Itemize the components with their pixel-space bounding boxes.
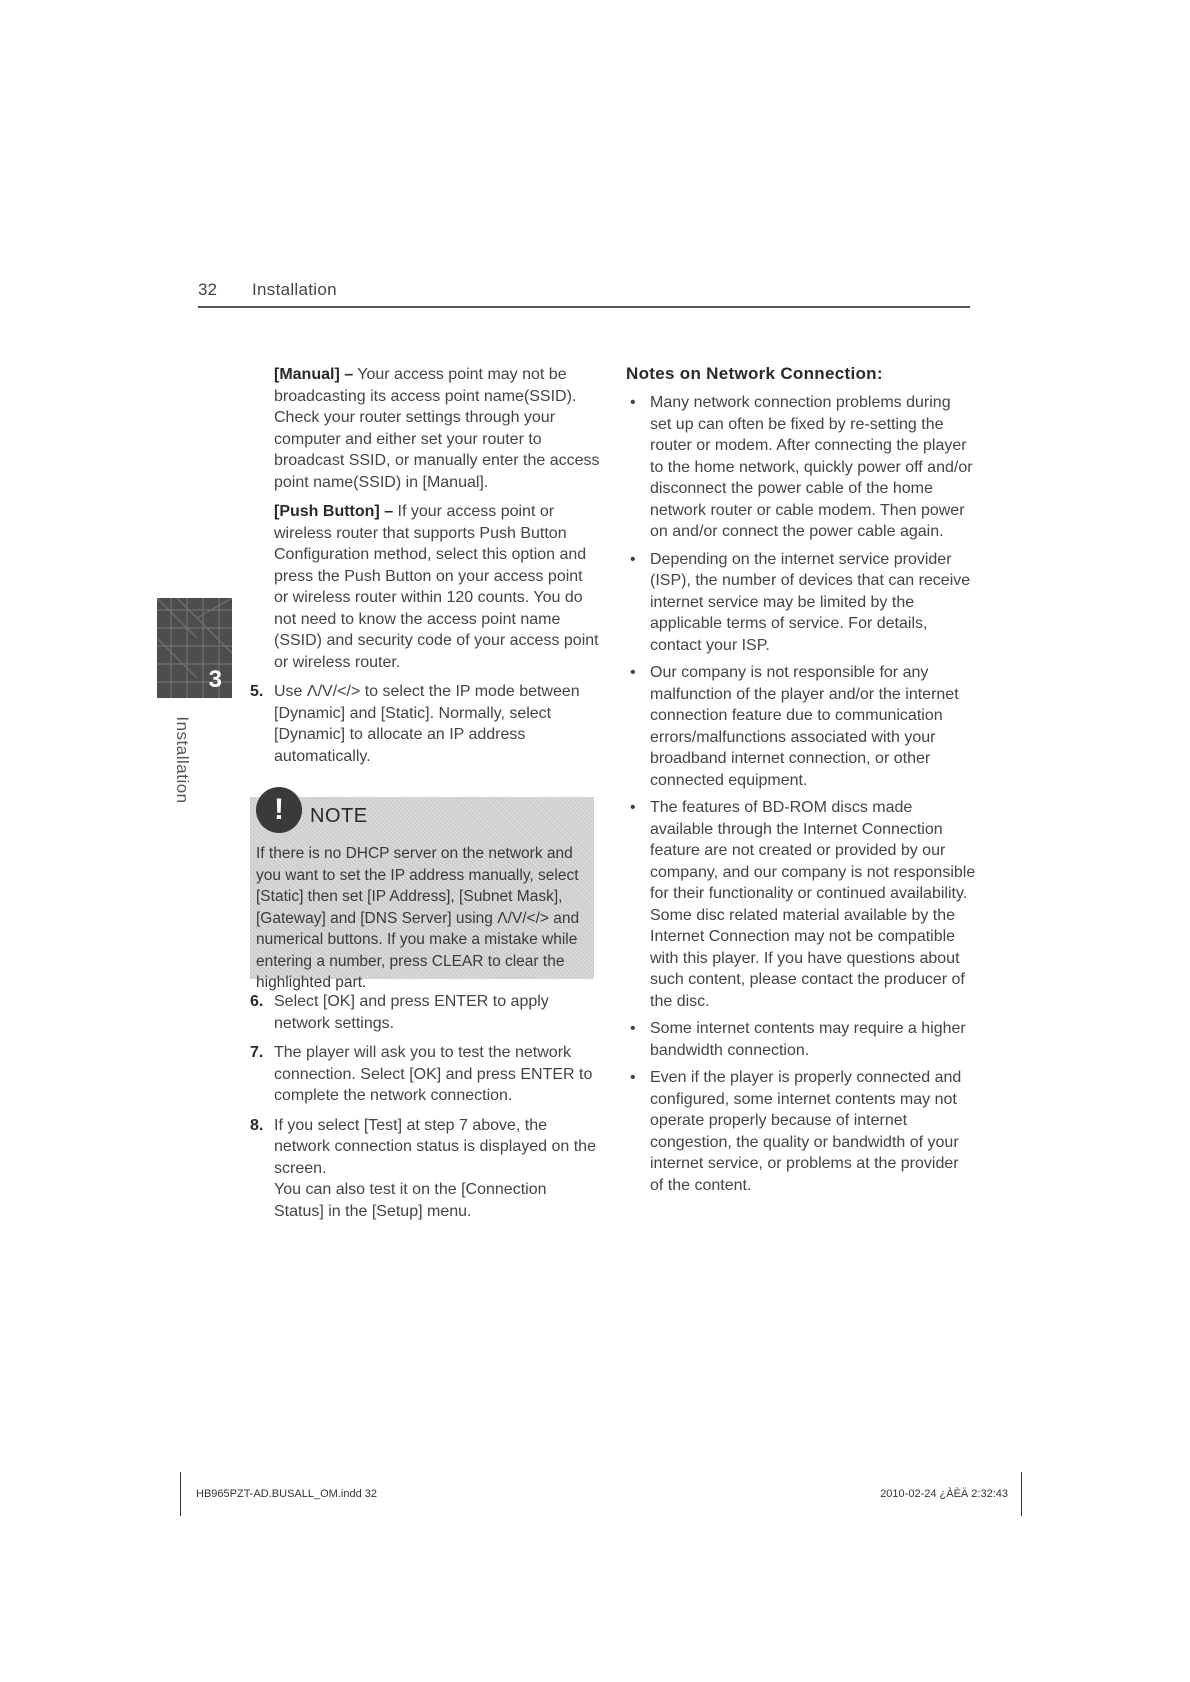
step-text: Select [OK] and press ENTER to apply network settings. [274, 993, 549, 1032]
step-text-secondary: You can also test it on the [Connection Status] in the [Setup] menu. [274, 1181, 547, 1220]
bullet-icon: • [630, 664, 636, 681]
list-item: • Depending on the internet service provider (ISP), the number of devices that can receive internet service may be limited by the applicable terms of service. For details, contact your ISP. [630, 550, 971, 654]
chapter-tab [157, 598, 232, 698]
step-text: The player will ask you to test the network connection. Select [OK] and press ENTER to complete the network connection. [274, 1044, 593, 1104]
print-timestamp: 2010-02-24 ¿ÀÈÄ 2:32:43 [880, 1488, 1008, 1500]
push-button-text: If your access point or wireless router that supports Push Button Configuration method, select this option and press the Push Button on your access point or wireless router within 120 counts. You do not need to know the access point name (SSID) and security code of your access point or wireless router. [274, 503, 599, 671]
list-item: • Some internet contents may require a higher bandwidth connection. [630, 1020, 966, 1059]
list-item: • Our company is not responsible for any malfunction of the player and/or the internet connection feature due to communication errors/malfunctions associated with your broadband internet connection, or other connected equipment. [630, 664, 959, 789]
crop-mark [180, 1472, 181, 1516]
push-button-paragraph [250, 501, 600, 673]
note-text: If there is no DHCP server on the network and you want to set the IP address manually, select [Static] then set [IP Address], [Subnet Mask], [Gateway] and [DNS Server] using Λ/V/</> and numerical buttons. If you make a mistake while entering a number, press CLEAR to clear the highlighted part. [256, 845, 580, 991]
step-6 [250, 991, 600, 1034]
print-footer [180, 1472, 1022, 1516]
step-number: 6. [250, 993, 264, 1010]
step-7 [250, 1042, 600, 1107]
step-number: 8. [250, 1116, 264, 1134]
bullet-icon: • [630, 550, 636, 568]
list-item: • Even if the player is properly connected and configured, some internet contents may not operate properly because of internet congestion, the quality or bandwidth of your internet service, or problems at the provider of the content. [630, 1069, 962, 1194]
step-text: Use Λ/V/</> to select the IP mode between [Dynamic] and [Static]. Normally, select [Dynamic] to allocate an IP address automatically. [274, 683, 580, 765]
page-number: 32 [198, 280, 217, 299]
exclamation-icon: ! [256, 787, 302, 833]
right-column [626, 364, 976, 1202]
section-title: Installation [252, 280, 337, 299]
bullet-icon: • [630, 799, 636, 816]
note-box [250, 793, 594, 991]
chapter-label: Installation [173, 716, 192, 804]
page-header [198, 280, 970, 308]
bullet-icon: • [630, 1069, 636, 1086]
step-8 [250, 1115, 600, 1223]
bullet-icon: • [630, 1020, 636, 1037]
step-5 [250, 681, 600, 767]
bullet-icon: • [630, 394, 636, 411]
step-number: 7. [250, 1044, 264, 1061]
note-title: NOTE [310, 805, 368, 827]
file-name: HB965PZT-AD.BUSALL_OM.indd 32 [196, 1488, 377, 1500]
manual-label: [Manual] – [274, 366, 354, 383]
list-item: • Many network connection problems during set up can often be fixed by re-setting the router or modem. After connecting the player to the home network, quickly power off and/or disconnect the power cable of the home network router or cable modem. Then power on and/or connect the power cable again. [630, 394, 973, 540]
manual-paragraph [250, 364, 600, 493]
manual-text: Your access point may not be broadcasting its access point name(SSID). Check your router settings through your computer and either set your router to broadcast SSID, or manually enter the access point name(SSID) in [Manual]. [274, 366, 600, 491]
notes-heading: Notes on Network Connection: [626, 364, 883, 383]
crop-mark [1021, 1472, 1022, 1516]
left-column [250, 364, 600, 1230]
step-number: 5. [250, 683, 264, 700]
chapter-number: 3 [208, 666, 222, 693]
list-item: • The features of BD-ROM discs made available through the Internet Connection feature are not created or provided by our company, and our company is not responsible for their functionality or continued availability. Some disc related material available by the Internet Connection may not be compatible with this player. If you have questions about such content, please contact the producer of the disc. [630, 799, 976, 1010]
step-text: If you select [Test] at step 7 above, the network connection status is displayed on the screen. [274, 1116, 596, 1177]
push-button-label: [Push Button] – [274, 503, 394, 520]
